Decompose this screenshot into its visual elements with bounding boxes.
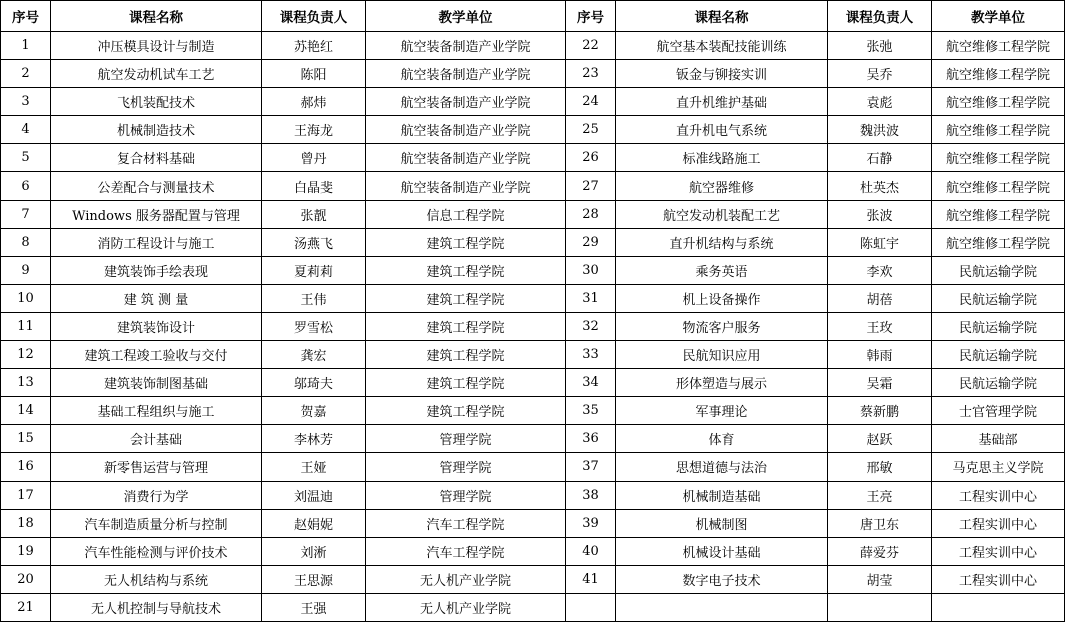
cell-course-lead-left: 王思源 bbox=[262, 565, 366, 593]
cell-teaching-unit-left: 建筑工程学院 bbox=[366, 397, 566, 425]
cell-teaching-unit-right: 航空维修工程学院 bbox=[932, 88, 1065, 116]
cell-teaching-unit-right: 民航运输学院 bbox=[932, 369, 1065, 397]
cell-course-lead-left: 夏莉莉 bbox=[262, 256, 366, 284]
cell-teaching-unit-right: 工程实训中心 bbox=[932, 565, 1065, 593]
cell-course-name-left: 公差配合与测量技术 bbox=[51, 172, 262, 200]
cell-course-name-left: Windows 服务器配置与管理 bbox=[51, 200, 262, 228]
cell-teaching-unit-left: 航空装备制造产业学院 bbox=[366, 60, 566, 88]
cell-course-name-right: 体育 bbox=[616, 425, 828, 453]
cell-course-lead-left: 龚宏 bbox=[262, 341, 366, 369]
cell-seq-left: 7 bbox=[1, 200, 51, 228]
cell-course-lead-left: 赵娟妮 bbox=[262, 509, 366, 537]
cell-course-name-left: 无人机结构与系统 bbox=[51, 565, 262, 593]
table-row bbox=[1, 593, 1065, 621]
cell-course-lead-left: 陈阳 bbox=[262, 60, 366, 88]
table-row bbox=[1, 256, 1065, 284]
cell-seq-left: 6 bbox=[1, 172, 51, 200]
table-row bbox=[1, 397, 1065, 425]
cell-course-name-left: 消费行为学 bbox=[51, 481, 262, 509]
cell-course-name-right: 民航知识应用 bbox=[616, 341, 828, 369]
cell-seq-right: 37 bbox=[566, 453, 616, 481]
cell-seq-left: 5 bbox=[1, 144, 51, 172]
cell-seq-left: 13 bbox=[1, 369, 51, 397]
cell-seq-right: 25 bbox=[566, 116, 616, 144]
table-row bbox=[1, 565, 1065, 593]
cell-course-name-left: 基础工程组织与施工 bbox=[51, 397, 262, 425]
cell-teaching-unit-right: 民航运输学院 bbox=[932, 256, 1065, 284]
cell-course-lead-left: 刘淅 bbox=[262, 537, 366, 565]
cell-teaching-unit-left: 汽车工程学院 bbox=[366, 537, 566, 565]
table-row bbox=[1, 32, 1065, 60]
table-row bbox=[1, 425, 1065, 453]
cell-course-name-right: 军事理论 bbox=[616, 397, 828, 425]
header-row bbox=[1, 1, 1065, 32]
cell-course-name-left: 建 筑 测 量 bbox=[51, 284, 262, 312]
cell-course-name-right: 乘务英语 bbox=[616, 256, 828, 284]
cell-course-name-right: 直升机维护基础 bbox=[616, 88, 828, 116]
cell-teaching-unit-left: 建筑工程学院 bbox=[366, 256, 566, 284]
table-row bbox=[1, 116, 1065, 144]
cell-course-lead-right: 王玫 bbox=[828, 312, 932, 340]
cell-seq-right: 38 bbox=[566, 481, 616, 509]
cell-course-lead-right: 蔡新鹏 bbox=[828, 397, 932, 425]
cell-course-name-left: 复合材料基础 bbox=[51, 144, 262, 172]
cell-teaching-unit-left: 航空装备制造产业学院 bbox=[366, 32, 566, 60]
table-row bbox=[1, 509, 1065, 537]
cell-course-lead-right: 王亮 bbox=[828, 481, 932, 509]
cell-teaching-unit-right: 民航运输学院 bbox=[932, 284, 1065, 312]
cell-teaching-unit-right: 士官管理学院 bbox=[932, 397, 1065, 425]
cell-course-name-left: 机械制造技术 bbox=[51, 116, 262, 144]
cell-course-name-right: 航空基本装配技能训练 bbox=[616, 32, 828, 60]
cell-course-name-left: 消防工程设计与施工 bbox=[51, 228, 262, 256]
cell-seq-left: 3 bbox=[1, 88, 51, 116]
cell-teaching-unit-right: 航空维修工程学院 bbox=[932, 172, 1065, 200]
cell-course-name-left: 建筑装饰设计 bbox=[51, 312, 262, 340]
cell-course-name-left: 冲压模具设计与制造 bbox=[51, 32, 262, 60]
cell-course-name-right: 钣金与铆接实训 bbox=[616, 60, 828, 88]
cell-seq-left: 14 bbox=[1, 397, 51, 425]
cell-course-name-right: 航空发动机装配工艺 bbox=[616, 200, 828, 228]
cell-seq-right: 26 bbox=[566, 144, 616, 172]
cell-seq-right: 33 bbox=[566, 341, 616, 369]
cell-course-name-left: 汽车性能检测与评价技术 bbox=[51, 537, 262, 565]
cell-course-lead-right: 赵跃 bbox=[828, 425, 932, 453]
cell-course-lead-right: 袁彪 bbox=[828, 88, 932, 116]
table-body bbox=[1, 32, 1065, 622]
cell-seq-left: 8 bbox=[1, 228, 51, 256]
cell-seq-left: 9 bbox=[1, 256, 51, 284]
cell-course-name-right: 标准线路施工 bbox=[616, 144, 828, 172]
cell-course-name-right: 形体塑造与展示 bbox=[616, 369, 828, 397]
cell-course-lead-left: 罗雪松 bbox=[262, 312, 366, 340]
cell-course-name-right: 机械制图 bbox=[616, 509, 828, 537]
cell-course-lead-left: 王海龙 bbox=[262, 116, 366, 144]
table-row bbox=[1, 144, 1065, 172]
table-row bbox=[1, 453, 1065, 481]
cell-course-name-right: 机上设备操作 bbox=[616, 284, 828, 312]
cell-course-lead-right: 吴乔 bbox=[828, 60, 932, 88]
cell-course-lead-right: 吴霜 bbox=[828, 369, 932, 397]
table-row bbox=[1, 537, 1065, 565]
cell-course-name-left: 会计基础 bbox=[51, 425, 262, 453]
table-row bbox=[1, 200, 1065, 228]
cell-teaching-unit-left: 航空装备制造产业学院 bbox=[366, 144, 566, 172]
cell-course-lead-right: 薛爱芬 bbox=[828, 537, 932, 565]
table-row bbox=[1, 228, 1065, 256]
cell-seq-left: 1 bbox=[1, 32, 51, 60]
cell-teaching-unit-left: 管理学院 bbox=[366, 453, 566, 481]
cell-seq-right: 23 bbox=[566, 60, 616, 88]
table-row bbox=[1, 88, 1065, 116]
cell-course-lead-left: 张靓 bbox=[262, 200, 366, 228]
cell-seq-right: 29 bbox=[566, 228, 616, 256]
cell-course-name-right bbox=[616, 593, 828, 621]
cell-course-lead-left: 贺嘉 bbox=[262, 397, 366, 425]
cell-teaching-unit-left: 建筑工程学院 bbox=[366, 228, 566, 256]
cell-course-lead-left: 邬琦夫 bbox=[262, 369, 366, 397]
cell-course-lead-left: 汤燕飞 bbox=[262, 228, 366, 256]
table-row bbox=[1, 60, 1065, 88]
table-row bbox=[1, 172, 1065, 200]
cell-course-name-left: 建筑装饰制图基础 bbox=[51, 369, 262, 397]
cell-course-name-left: 汽车制造质量分析与控制 bbox=[51, 509, 262, 537]
cell-teaching-unit-right: 航空维修工程学院 bbox=[932, 144, 1065, 172]
cell-seq-right: 24 bbox=[566, 88, 616, 116]
cell-course-lead-right: 邢敏 bbox=[828, 453, 932, 481]
cell-course-name-left: 建筑工程竣工验收与交付 bbox=[51, 341, 262, 369]
cell-course-lead-left: 刘温迪 bbox=[262, 481, 366, 509]
cell-course-name-right: 物流客户服务 bbox=[616, 312, 828, 340]
cell-course-lead-left: 苏艳红 bbox=[262, 32, 366, 60]
cell-teaching-unit-right: 航空维修工程学院 bbox=[932, 60, 1065, 88]
cell-course-name-right: 直升机结构与系统 bbox=[616, 228, 828, 256]
cell-course-lead-left: 王娅 bbox=[262, 453, 366, 481]
header-seq-right: 序号 bbox=[566, 1, 616, 32]
cell-teaching-unit-left: 航空装备制造产业学院 bbox=[366, 116, 566, 144]
cell-teaching-unit-right: 航空维修工程学院 bbox=[932, 228, 1065, 256]
cell-teaching-unit-right: 基础部 bbox=[932, 425, 1065, 453]
cell-seq-left: 15 bbox=[1, 425, 51, 453]
cell-teaching-unit-left: 建筑工程学院 bbox=[366, 284, 566, 312]
cell-course-name-right: 机械设计基础 bbox=[616, 537, 828, 565]
cell-course-name-right: 航空器维修 bbox=[616, 172, 828, 200]
cell-course-lead-left: 王伟 bbox=[262, 284, 366, 312]
cell-seq-left: 17 bbox=[1, 481, 51, 509]
cell-seq-right: 40 bbox=[566, 537, 616, 565]
cell-course-name-left: 飞机装配技术 bbox=[51, 88, 262, 116]
cell-teaching-unit-right: 工程实训中心 bbox=[932, 509, 1065, 537]
cell-teaching-unit-right bbox=[932, 593, 1065, 621]
cell-course-lead-right: 石静 bbox=[828, 144, 932, 172]
cell-course-name-right: 思想道德与法治 bbox=[616, 453, 828, 481]
cell-seq-left: 19 bbox=[1, 537, 51, 565]
cell-course-name-right: 数字电子技术 bbox=[616, 565, 828, 593]
cell-seq-left: 18 bbox=[1, 509, 51, 537]
cell-course-lead-right: 胡莹 bbox=[828, 565, 932, 593]
cell-teaching-unit-left: 建筑工程学院 bbox=[366, 341, 566, 369]
cell-seq-right bbox=[566, 593, 616, 621]
cell-course-name-left: 建筑装饰手绘表现 bbox=[51, 256, 262, 284]
cell-seq-right: 22 bbox=[566, 32, 616, 60]
cell-seq-left: 2 bbox=[1, 60, 51, 88]
cell-course-lead-left: 王强 bbox=[262, 593, 366, 621]
cell-seq-right: 34 bbox=[566, 369, 616, 397]
cell-seq-left: 20 bbox=[1, 565, 51, 593]
cell-course-lead-left: 白晶斐 bbox=[262, 172, 366, 200]
table-row bbox=[1, 284, 1065, 312]
cell-course-name-right: 机械制造基础 bbox=[616, 481, 828, 509]
header-course-lead-left: 课程负责人 bbox=[262, 1, 366, 32]
cell-teaching-unit-left: 管理学院 bbox=[366, 425, 566, 453]
cell-teaching-unit-left: 无人机产业学院 bbox=[366, 565, 566, 593]
cell-course-lead-right: 陈虹宇 bbox=[828, 228, 932, 256]
table-row bbox=[1, 481, 1065, 509]
cell-course-name-right: 直升机电气系统 bbox=[616, 116, 828, 144]
cell-seq-left: 12 bbox=[1, 341, 51, 369]
header-course-name-right: 课程名称 bbox=[616, 1, 828, 32]
cell-seq-right: 28 bbox=[566, 200, 616, 228]
cell-course-lead-right: 李欢 bbox=[828, 256, 932, 284]
cell-seq-left: 21 bbox=[1, 593, 51, 621]
cell-seq-left: 11 bbox=[1, 312, 51, 340]
cell-seq-left: 16 bbox=[1, 453, 51, 481]
table-row bbox=[1, 341, 1065, 369]
cell-course-lead-right: 胡蓓 bbox=[828, 284, 932, 312]
cell-course-lead-left: 曾丹 bbox=[262, 144, 366, 172]
cell-teaching-unit-left: 无人机产业学院 bbox=[366, 593, 566, 621]
cell-course-name-left: 航空发动机试车工艺 bbox=[51, 60, 262, 88]
cell-teaching-unit-right: 民航运输学院 bbox=[932, 312, 1065, 340]
cell-teaching-unit-left: 汽车工程学院 bbox=[366, 509, 566, 537]
header-course-name-left: 课程名称 bbox=[51, 1, 262, 32]
cell-course-lead-right: 杜英杰 bbox=[828, 172, 932, 200]
cell-course-lead-right bbox=[828, 593, 932, 621]
cell-teaching-unit-right: 马克思主义学院 bbox=[932, 453, 1065, 481]
cell-seq-left: 10 bbox=[1, 284, 51, 312]
cell-seq-right: 39 bbox=[566, 509, 616, 537]
table-row bbox=[1, 312, 1065, 340]
cell-seq-right: 41 bbox=[566, 565, 616, 593]
cell-teaching-unit-left: 管理学院 bbox=[366, 481, 566, 509]
cell-teaching-unit-right: 航空维修工程学院 bbox=[932, 116, 1065, 144]
header-seq-left: 序号 bbox=[1, 1, 51, 32]
header-teaching-unit-left: 教学单位 bbox=[366, 1, 566, 32]
cell-course-lead-left: 李林芳 bbox=[262, 425, 366, 453]
cell-course-lead-right: 魏洪波 bbox=[828, 116, 932, 144]
cell-teaching-unit-right: 航空维修工程学院 bbox=[932, 200, 1065, 228]
cell-seq-right: 31 bbox=[566, 284, 616, 312]
cell-teaching-unit-right: 工程实训中心 bbox=[932, 537, 1065, 565]
cell-teaching-unit-left: 航空装备制造产业学院 bbox=[366, 88, 566, 116]
cell-course-lead-right: 张波 bbox=[828, 200, 932, 228]
cell-course-lead-right: 韩雨 bbox=[828, 341, 932, 369]
cell-seq-right: 30 bbox=[566, 256, 616, 284]
cell-course-lead-right: 唐卫东 bbox=[828, 509, 932, 537]
cell-seq-right: 36 bbox=[566, 425, 616, 453]
cell-teaching-unit-left: 建筑工程学院 bbox=[366, 369, 566, 397]
header-teaching-unit-right: 教学单位 bbox=[932, 1, 1065, 32]
table-row bbox=[1, 369, 1065, 397]
cell-teaching-unit-right: 民航运输学院 bbox=[932, 341, 1065, 369]
cell-course-lead-left: 郝炜 bbox=[262, 88, 366, 116]
cell-seq-right: 32 bbox=[566, 312, 616, 340]
cell-teaching-unit-right: 航空维修工程学院 bbox=[932, 32, 1065, 60]
cell-seq-right: 35 bbox=[566, 397, 616, 425]
cell-seq-left: 4 bbox=[1, 116, 51, 144]
header-course-lead-right: 课程负责人 bbox=[828, 1, 932, 32]
cell-seq-right: 27 bbox=[566, 172, 616, 200]
cell-course-lead-right: 张弛 bbox=[828, 32, 932, 60]
cell-course-name-left: 无人机控制与导航技术 bbox=[51, 593, 262, 621]
cell-teaching-unit-left: 航空装备制造产业学院 bbox=[366, 172, 566, 200]
cell-teaching-unit-left: 建筑工程学院 bbox=[366, 312, 566, 340]
cell-course-name-left: 新零售运营与管理 bbox=[51, 453, 262, 481]
cell-teaching-unit-left: 信息工程学院 bbox=[366, 200, 566, 228]
cell-teaching-unit-right: 工程实训中心 bbox=[932, 481, 1065, 509]
